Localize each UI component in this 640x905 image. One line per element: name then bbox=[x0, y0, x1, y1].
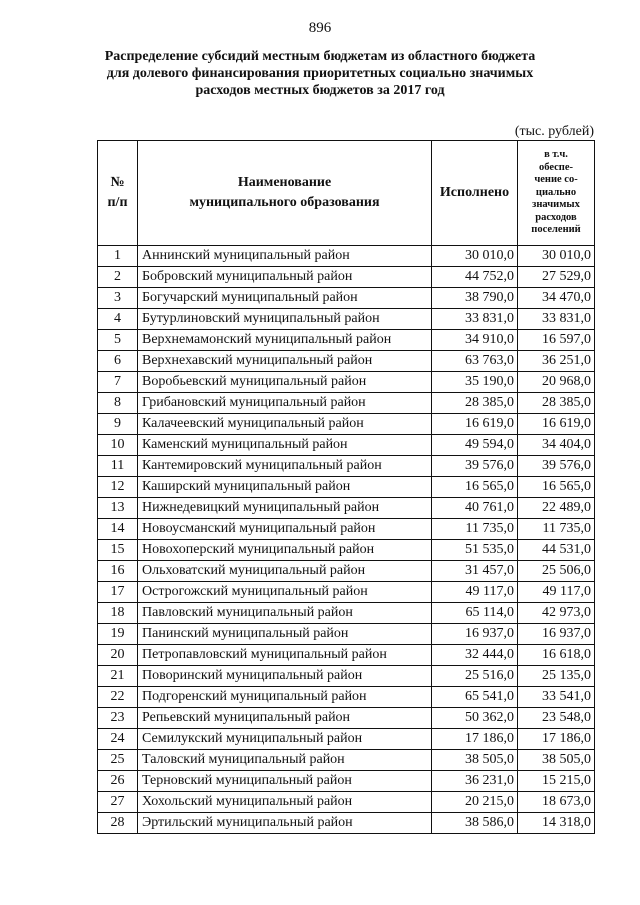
social-value: 36 251,0 bbox=[518, 351, 595, 372]
municipality-name: Верхнемамонский муниципальный район bbox=[138, 330, 432, 351]
table-row bbox=[98, 372, 595, 393]
row-number: 24 bbox=[98, 729, 138, 750]
row-number: 9 bbox=[98, 414, 138, 435]
table-row bbox=[98, 771, 595, 792]
table-row bbox=[98, 687, 595, 708]
row-number: 16 bbox=[98, 561, 138, 582]
social-value: 42 973,0 bbox=[518, 603, 595, 624]
header-name-line: муниципального образования bbox=[189, 195, 380, 210]
row-number: 5 bbox=[98, 330, 138, 351]
executed-value: 32 444,0 bbox=[432, 645, 518, 666]
header-social-line: чение со- bbox=[534, 174, 578, 186]
row-number: 13 bbox=[98, 498, 138, 519]
executed-value: 11 735,0 bbox=[432, 519, 518, 540]
row-number: 2 bbox=[98, 267, 138, 288]
executed-value: 17 186,0 bbox=[432, 729, 518, 750]
table-header-row bbox=[98, 141, 595, 246]
social-value: 34 404,0 bbox=[518, 435, 595, 456]
municipality-name: Острогожский муниципальный район bbox=[138, 582, 432, 603]
social-value: 49 117,0 bbox=[518, 582, 595, 603]
row-number: 19 bbox=[98, 624, 138, 645]
municipality-name: Поворинский муниципальный район bbox=[138, 666, 432, 687]
executed-value: 50 362,0 bbox=[432, 708, 518, 729]
municipality-name: Таловский муниципальный район bbox=[138, 750, 432, 771]
table-row bbox=[98, 750, 595, 771]
social-value: 28 385,0 bbox=[518, 393, 595, 414]
executed-value: 65 541,0 bbox=[432, 687, 518, 708]
municipality-name: Каширский муниципальный район bbox=[138, 477, 432, 498]
municipality-name: Подгоренский муниципальный район bbox=[138, 687, 432, 708]
row-number: 25 bbox=[98, 750, 138, 771]
row-number: 4 bbox=[98, 309, 138, 330]
municipality-name: Калачеевский муниципальный район bbox=[138, 414, 432, 435]
row-number: 23 bbox=[98, 708, 138, 729]
table-row bbox=[98, 813, 595, 834]
table-row bbox=[98, 330, 595, 351]
social-value: 17 186,0 bbox=[518, 729, 595, 750]
row-number: 3 bbox=[98, 288, 138, 309]
header-social bbox=[518, 141, 595, 246]
table-row bbox=[98, 666, 595, 687]
executed-value: 35 190,0 bbox=[432, 372, 518, 393]
social-value: 16 565,0 bbox=[518, 477, 595, 498]
table-row bbox=[98, 288, 595, 309]
municipality-name: Ольховатский муниципальный район bbox=[138, 561, 432, 582]
table-row bbox=[98, 414, 595, 435]
table-row bbox=[98, 603, 595, 624]
table-row bbox=[98, 246, 595, 267]
social-value: 14 318,0 bbox=[518, 813, 595, 834]
row-number: 1 bbox=[98, 246, 138, 267]
social-value: 20 968,0 bbox=[518, 372, 595, 393]
table-row bbox=[98, 582, 595, 603]
social-value: 44 531,0 bbox=[518, 540, 595, 561]
executed-value: 28 385,0 bbox=[432, 393, 518, 414]
row-number: 28 bbox=[98, 813, 138, 834]
header-num bbox=[98, 141, 138, 246]
municipality-name: Павловский муниципальный район bbox=[138, 603, 432, 624]
table-row bbox=[98, 456, 595, 477]
header-social-line: поселений bbox=[531, 224, 581, 236]
social-value: 30 010,0 bbox=[518, 246, 595, 267]
social-value: 27 529,0 bbox=[518, 267, 595, 288]
table-row bbox=[98, 309, 595, 330]
table-row bbox=[98, 351, 595, 372]
municipality-name: Кантемировский муниципальный район bbox=[138, 456, 432, 477]
municipality-name: Хохольский муниципальный район bbox=[138, 792, 432, 813]
executed-value: 16 937,0 bbox=[432, 624, 518, 645]
row-number: 27 bbox=[98, 792, 138, 813]
header-num-line: № bbox=[110, 175, 125, 190]
executed-value: 51 535,0 bbox=[432, 540, 518, 561]
row-number: 22 bbox=[98, 687, 138, 708]
social-value: 16 619,0 bbox=[518, 414, 595, 435]
header-social-line: в т.ч. bbox=[544, 149, 568, 161]
header-num-line: п/п bbox=[107, 195, 128, 210]
executed-value: 16 565,0 bbox=[432, 477, 518, 498]
executed-value: 49 594,0 bbox=[432, 435, 518, 456]
executed-value: 33 831,0 bbox=[432, 309, 518, 330]
executed-value: 38 586,0 bbox=[432, 813, 518, 834]
row-number: 20 bbox=[98, 645, 138, 666]
executed-value: 49 117,0 bbox=[432, 582, 518, 603]
social-value: 33 541,0 bbox=[518, 687, 595, 708]
social-value: 39 576,0 bbox=[518, 456, 595, 477]
table-row bbox=[98, 645, 595, 666]
table-row bbox=[98, 435, 595, 456]
header-name-line: Наименование bbox=[237, 175, 332, 190]
municipality-name: Новохоперский муниципальный район bbox=[138, 540, 432, 561]
social-value: 11 735,0 bbox=[518, 519, 595, 540]
table-row bbox=[98, 561, 595, 582]
municipality-name: Нижнедевицкий муниципальный район bbox=[138, 498, 432, 519]
header-social-line: циально bbox=[535, 186, 577, 198]
table-row bbox=[98, 393, 595, 414]
executed-value: 36 231,0 bbox=[432, 771, 518, 792]
municipality-name: Бутурлиновский муниципальный район bbox=[138, 309, 432, 330]
title-line: Распределение субсидий местным бюджетам из областного бюджета bbox=[104, 49, 536, 64]
table-row bbox=[98, 540, 595, 561]
header-name bbox=[138, 141, 432, 246]
title-line: расходов местных бюджетов за 2017 год bbox=[195, 83, 445, 98]
table-row bbox=[98, 519, 595, 540]
executed-value: 65 114,0 bbox=[432, 603, 518, 624]
row-number: 10 bbox=[98, 435, 138, 456]
executed-value: 31 457,0 bbox=[432, 561, 518, 582]
municipality-name: Богучарский муниципальный район bbox=[138, 288, 432, 309]
row-number: 14 bbox=[98, 519, 138, 540]
social-value: 33 831,0 bbox=[518, 309, 595, 330]
municipality-name: Каменский муниципальный район bbox=[138, 435, 432, 456]
executed-value: 16 619,0 bbox=[432, 414, 518, 435]
row-number: 6 bbox=[98, 351, 138, 372]
executed-value: 30 010,0 bbox=[432, 246, 518, 267]
title-line: для долевого финансирования приоритетных социально значимых bbox=[106, 66, 534, 81]
header-social-line: значимых bbox=[532, 199, 580, 211]
social-value: 15 215,0 bbox=[518, 771, 595, 792]
table-row bbox=[98, 792, 595, 813]
executed-value: 38 505,0 bbox=[432, 750, 518, 771]
municipality-name: Петропавловский муниципальный район bbox=[138, 645, 432, 666]
subsidy-table bbox=[97, 140, 595, 834]
row-number: 17 bbox=[98, 582, 138, 603]
row-number: 21 bbox=[98, 666, 138, 687]
executed-value: 25 516,0 bbox=[432, 666, 518, 687]
table-row bbox=[98, 477, 595, 498]
executed-value: 38 790,0 bbox=[432, 288, 518, 309]
row-number: 8 bbox=[98, 393, 138, 414]
row-number: 18 bbox=[98, 603, 138, 624]
social-value: 38 505,0 bbox=[518, 750, 595, 771]
social-value: 16 597,0 bbox=[518, 330, 595, 351]
social-value: 34 470,0 bbox=[518, 288, 595, 309]
units-label: (тыс. рублей) bbox=[514, 124, 594, 139]
table-row bbox=[98, 708, 595, 729]
social-value: 16 937,0 bbox=[518, 624, 595, 645]
header-executed: Исполнено bbox=[432, 141, 518, 246]
row-number: 12 bbox=[98, 477, 138, 498]
executed-value: 34 910,0 bbox=[432, 330, 518, 351]
municipality-name: Воробьевский муниципальный район bbox=[138, 372, 432, 393]
municipality-name: Аннинский муниципальный район bbox=[138, 246, 432, 267]
social-value: 23 548,0 bbox=[518, 708, 595, 729]
row-number: 15 bbox=[98, 540, 138, 561]
municipality-name: Бобровский муниципальный район bbox=[138, 267, 432, 288]
municipality-name: Терновский муниципальный район bbox=[138, 771, 432, 792]
social-value: 22 489,0 bbox=[518, 498, 595, 519]
row-number: 11 bbox=[98, 456, 138, 477]
social-value: 16 618,0 bbox=[518, 645, 595, 666]
municipality-name: Грибановский муниципальный район bbox=[138, 393, 432, 414]
social-value: 18 673,0 bbox=[518, 792, 595, 813]
table-row bbox=[98, 498, 595, 519]
header-social-line: расходов bbox=[535, 211, 577, 223]
header-social-line: обеспе- bbox=[538, 161, 574, 173]
table-row bbox=[98, 624, 595, 645]
municipality-name: Новоусманский муниципальный район bbox=[138, 519, 432, 540]
executed-value: 40 761,0 bbox=[432, 498, 518, 519]
row-number: 26 bbox=[98, 771, 138, 792]
municipality-name: Репьевский муниципальный район bbox=[138, 708, 432, 729]
social-value: 25 135,0 bbox=[518, 666, 595, 687]
executed-value: 39 576,0 bbox=[432, 456, 518, 477]
municipality-name: Эртильский муниципальный район bbox=[138, 813, 432, 834]
municipality-name: Верхнехавский муниципальный район bbox=[138, 351, 432, 372]
page-number: 896 bbox=[308, 20, 332, 36]
row-number: 7 bbox=[98, 372, 138, 393]
executed-value: 20 215,0 bbox=[432, 792, 518, 813]
municipality-name: Панинский муниципальный район bbox=[138, 624, 432, 645]
table-row bbox=[98, 729, 595, 750]
executed-value: 63 763,0 bbox=[432, 351, 518, 372]
executed-value: 44 752,0 bbox=[432, 267, 518, 288]
municipality-name: Семилукский муниципальный район bbox=[138, 729, 432, 750]
social-value: 25 506,0 bbox=[518, 561, 595, 582]
table-row bbox=[98, 267, 595, 288]
document-title bbox=[60, 48, 580, 99]
